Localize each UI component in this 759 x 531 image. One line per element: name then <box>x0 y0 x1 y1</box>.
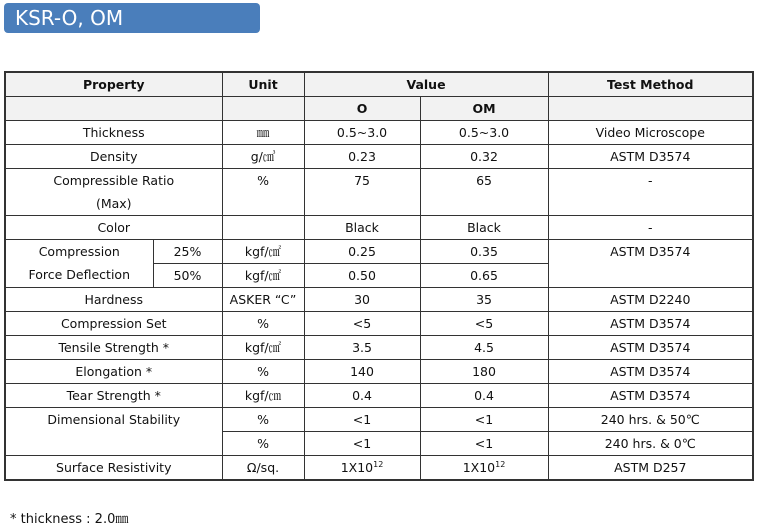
subheader-o: O <box>304 97 420 121</box>
header-row <box>5 72 753 97</box>
method-cell: ASTM D2240 <box>548 288 753 312</box>
value-om-cell: 0.32 <box>420 145 548 169</box>
footnote: * thickness : 2.0㎜ <box>10 512 129 527</box>
subheader-empty-unit <box>222 97 304 121</box>
table-row-cfd-25 <box>5 240 753 264</box>
method-cell: ASTM D3574 <box>548 336 753 360</box>
unit-cell: % <box>222 312 304 336</box>
method-cell: ASTM D3574 <box>548 384 753 408</box>
unit-cell <box>222 216 304 240</box>
property-cell: Density <box>5 145 222 169</box>
method-cell: ASTM D3574 <box>548 145 753 169</box>
value-om-cell: 4.5 <box>420 336 548 360</box>
unit-cell: kgf/㎠ <box>222 336 304 360</box>
level-cell: 25% <box>153 240 222 264</box>
property-line-1: Compression <box>38 244 120 259</box>
method-cell: 240 hrs. & 0℃ <box>548 432 753 456</box>
value-om-cell: 65 <box>420 169 548 216</box>
value-exponent: 12 <box>495 460 506 469</box>
value-o-cell: 3.5 <box>304 336 420 360</box>
page-title: KSR-O, OM <box>4 3 260 33</box>
value-om-cell <box>420 456 548 481</box>
value-om-cell: 0.35 <box>420 240 548 264</box>
property-cell: Thickness <box>5 121 222 145</box>
value-om-cell: <1 <box>420 432 548 456</box>
table-row-hardness <box>5 288 753 312</box>
unit-cell: kgf/㎠ <box>222 264 304 288</box>
value-om-cell: 0.65 <box>420 264 548 288</box>
method-cell: - <box>548 216 753 240</box>
value-om-cell: 0.5~3.0 <box>420 121 548 145</box>
value-exponent: 12 <box>373 460 384 469</box>
unit-cell: ASKER “C” <box>222 288 304 312</box>
value-om-cell: Black <box>420 216 548 240</box>
property-line-1: Compressible Ratio <box>53 173 175 188</box>
unit-cell: g/㎤ <box>222 145 304 169</box>
subheader-empty-property <box>5 97 222 121</box>
value-om-cell: <1 <box>420 408 548 432</box>
method-cell: ASTM D3574 <box>548 240 753 288</box>
method-cell: ASTM D257 <box>548 456 753 481</box>
table-row-dimensional-stability-50 <box>5 408 753 432</box>
unit-cell: Ω/sq. <box>222 456 304 481</box>
value-o-cell: 0.5~3.0 <box>304 121 420 145</box>
unit-cell: % <box>222 169 304 216</box>
unit-cell: ㎜ <box>222 121 304 145</box>
property-cell <box>5 240 153 288</box>
method-cell: ASTM D3574 <box>548 312 753 336</box>
header-value: Value <box>304 72 548 97</box>
value-om-cell: 180 <box>420 360 548 384</box>
property-line-2: (Max) <box>95 196 132 211</box>
subheader-empty-method <box>548 97 753 121</box>
method-cell: - <box>548 169 753 216</box>
level-cell: 50% <box>153 264 222 288</box>
property-cell: Hardness <box>5 288 222 312</box>
value-om-cell: 35 <box>420 288 548 312</box>
property-cell: Dimensional Stability <box>5 408 222 456</box>
value-om-cell: 0.4 <box>420 384 548 408</box>
property-cell: Tear Strength * <box>5 384 222 408</box>
value-o-cell: <5 <box>304 312 420 336</box>
value-o-cell: 75 <box>304 169 420 216</box>
value-base: 1X10 <box>462 460 496 475</box>
property-cell: Color <box>5 216 222 240</box>
unit-cell: kgf/㎝ <box>222 384 304 408</box>
value-o-cell: Black <box>304 216 420 240</box>
header-unit: Unit <box>222 72 304 97</box>
value-base: 1X10 <box>340 460 374 475</box>
spec-table <box>4 71 754 481</box>
method-cell: Video Microscope <box>548 121 753 145</box>
value-o-cell: 0.23 <box>304 145 420 169</box>
value-o-cell: 0.50 <box>304 264 420 288</box>
table-row-density <box>5 145 753 169</box>
property-cell: Elongation * <box>5 360 222 384</box>
unit-cell: % <box>222 360 304 384</box>
property-cell <box>5 169 222 216</box>
table-row-compression-set <box>5 312 753 336</box>
table-row-surface-resistivity <box>5 456 753 481</box>
table-row-tear-strength <box>5 384 753 408</box>
unit-cell: kgf/㎠ <box>222 240 304 264</box>
property-cell: Surface Resistivity <box>5 456 222 481</box>
value-o-cell: 140 <box>304 360 420 384</box>
property-line-2: Force Deflection <box>28 267 130 282</box>
value-o-cell: 0.25 <box>304 240 420 264</box>
value-o-cell: <1 <box>304 408 420 432</box>
value-o-cell <box>304 456 420 481</box>
property-cell: Tensile Strength * <box>5 336 222 360</box>
value-o-cell: 30 <box>304 288 420 312</box>
value-om-cell: <5 <box>420 312 548 336</box>
table-row-elongation <box>5 360 753 384</box>
table-row-tensile-strength <box>5 336 753 360</box>
subheader-om: OM <box>420 97 548 121</box>
unit-cell: % <box>222 432 304 456</box>
value-o-cell: 0.4 <box>304 384 420 408</box>
table-row-thickness <box>5 121 753 145</box>
header-test-method: Test Method <box>548 72 753 97</box>
table-row-color <box>5 216 753 240</box>
header-property: Property <box>5 72 222 97</box>
method-cell: 240 hrs. & 50℃ <box>548 408 753 432</box>
unit-cell: % <box>222 408 304 432</box>
property-cell: Compression Set <box>5 312 222 336</box>
subheader-row <box>5 97 753 121</box>
method-cell: ASTM D3574 <box>548 360 753 384</box>
table-row-compressible-ratio <box>5 169 753 216</box>
value-o-cell: <1 <box>304 432 420 456</box>
